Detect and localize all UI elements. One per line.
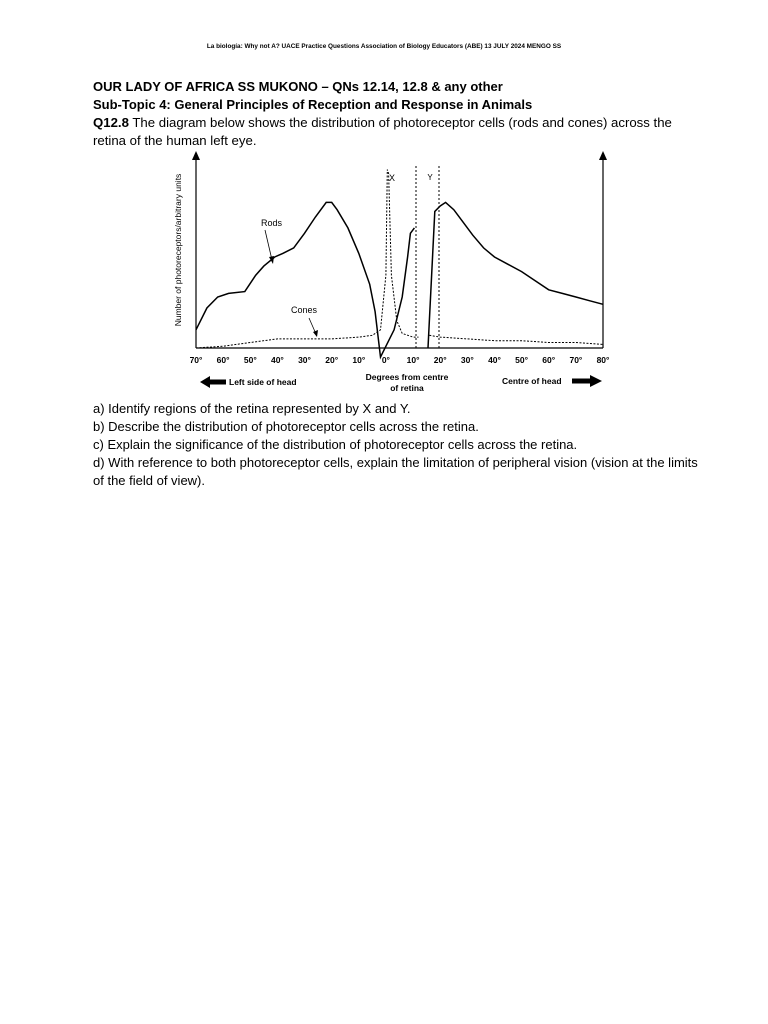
- left-arrow-label: Left side of head: [229, 377, 297, 387]
- subtopic-heading: Sub-Topic 4: General Principles of Reception and Response in Animals: [93, 97, 533, 112]
- x-tick-label: 60°: [216, 355, 230, 365]
- region-lines: [416, 166, 439, 348]
- photoreceptor-distribution-chart: [165, 150, 625, 400]
- series-layer: [196, 170, 603, 358]
- x-tick-label: 50°: [515, 355, 529, 365]
- x-tick-label: 30°: [298, 355, 311, 365]
- right-arrow-label: Centre of head: [502, 376, 562, 386]
- x-tick-label: 30°: [460, 355, 474, 365]
- question-number: Q12.8: [93, 115, 129, 130]
- x-tick-label: 10°: [406, 355, 420, 365]
- x-axis-label-line2: of retina: [390, 383, 424, 393]
- region-label-x: X: [388, 173, 396, 183]
- subquestion-a: a) Identify regions of the retina represented by X and Y.: [93, 401, 411, 416]
- region-label-y: Y: [427, 173, 433, 182]
- cones-label: Cones: [291, 305, 318, 315]
- question-text: The diagram below shows the distribution of photoreceptor cells (rods and cones) across the retina of the human left eye.: [93, 115, 672, 148]
- x-tick-label: 80°: [596, 355, 610, 365]
- rods-pointer: [265, 230, 272, 260]
- subquestion-c: c) Explain the significance of the distribution of photoreceptor cells across the retina.: [93, 437, 578, 452]
- y-axis-label: Number of photoreceptors/arbitrary units: [173, 173, 183, 327]
- y-axis-left-arrowhead: [192, 151, 200, 160]
- question-stem: [93, 114, 705, 150]
- x-axis-label-line1: Degrees from centre: [365, 372, 449, 382]
- rods-pointer-head: [269, 256, 274, 264]
- school-title: OUR LADY OF AFRICA SS MUKONO – QNs 12.14, 12.8 & any other: [93, 79, 503, 94]
- x-tick-label: 50°: [243, 355, 257, 365]
- subquestion-b: b) Describe the distribution of photoreceptor cells across the retina.: [93, 419, 479, 434]
- rods-curve-1: [196, 202, 414, 357]
- cones-curve-1: [196, 170, 419, 348]
- tick-layer: [190, 355, 610, 365]
- x-tick-label: 10°: [352, 355, 366, 365]
- x-tick-label: 70°: [189, 355, 203, 365]
- page-header: La biología: Why not A? UACE Practice Questions Association of Biology Educators (ABE) 13 JULY 2024 MENGO SS: [206, 43, 562, 50]
- left-arrow-icon: [200, 376, 226, 388]
- rods-label: Rods: [261, 218, 283, 228]
- cones-curve-2: [429, 335, 603, 344]
- x-tick-label: 60°: [542, 355, 556, 365]
- x-tick-label: 20°: [433, 355, 447, 365]
- x-tick-label: 40°: [270, 355, 284, 365]
- x-tick-label: 0°: [381, 355, 390, 365]
- x-tick-label: 20°: [325, 355, 339, 365]
- subquestion-d: d) With reference to both photoreceptor cells, explain the limitation of peripheral vision (vision at the limits of the field of view).: [93, 455, 698, 488]
- y-axis-right-arrowhead: [599, 151, 607, 160]
- subquestion-list: [93, 400, 705, 490]
- x-tick-label: 40°: [488, 355, 501, 365]
- right-arrow-icon: [572, 375, 602, 387]
- rods-curve-2: [428, 202, 603, 348]
- x-tick-label: 70°: [569, 355, 583, 365]
- cones-pointer-head: [313, 330, 318, 337]
